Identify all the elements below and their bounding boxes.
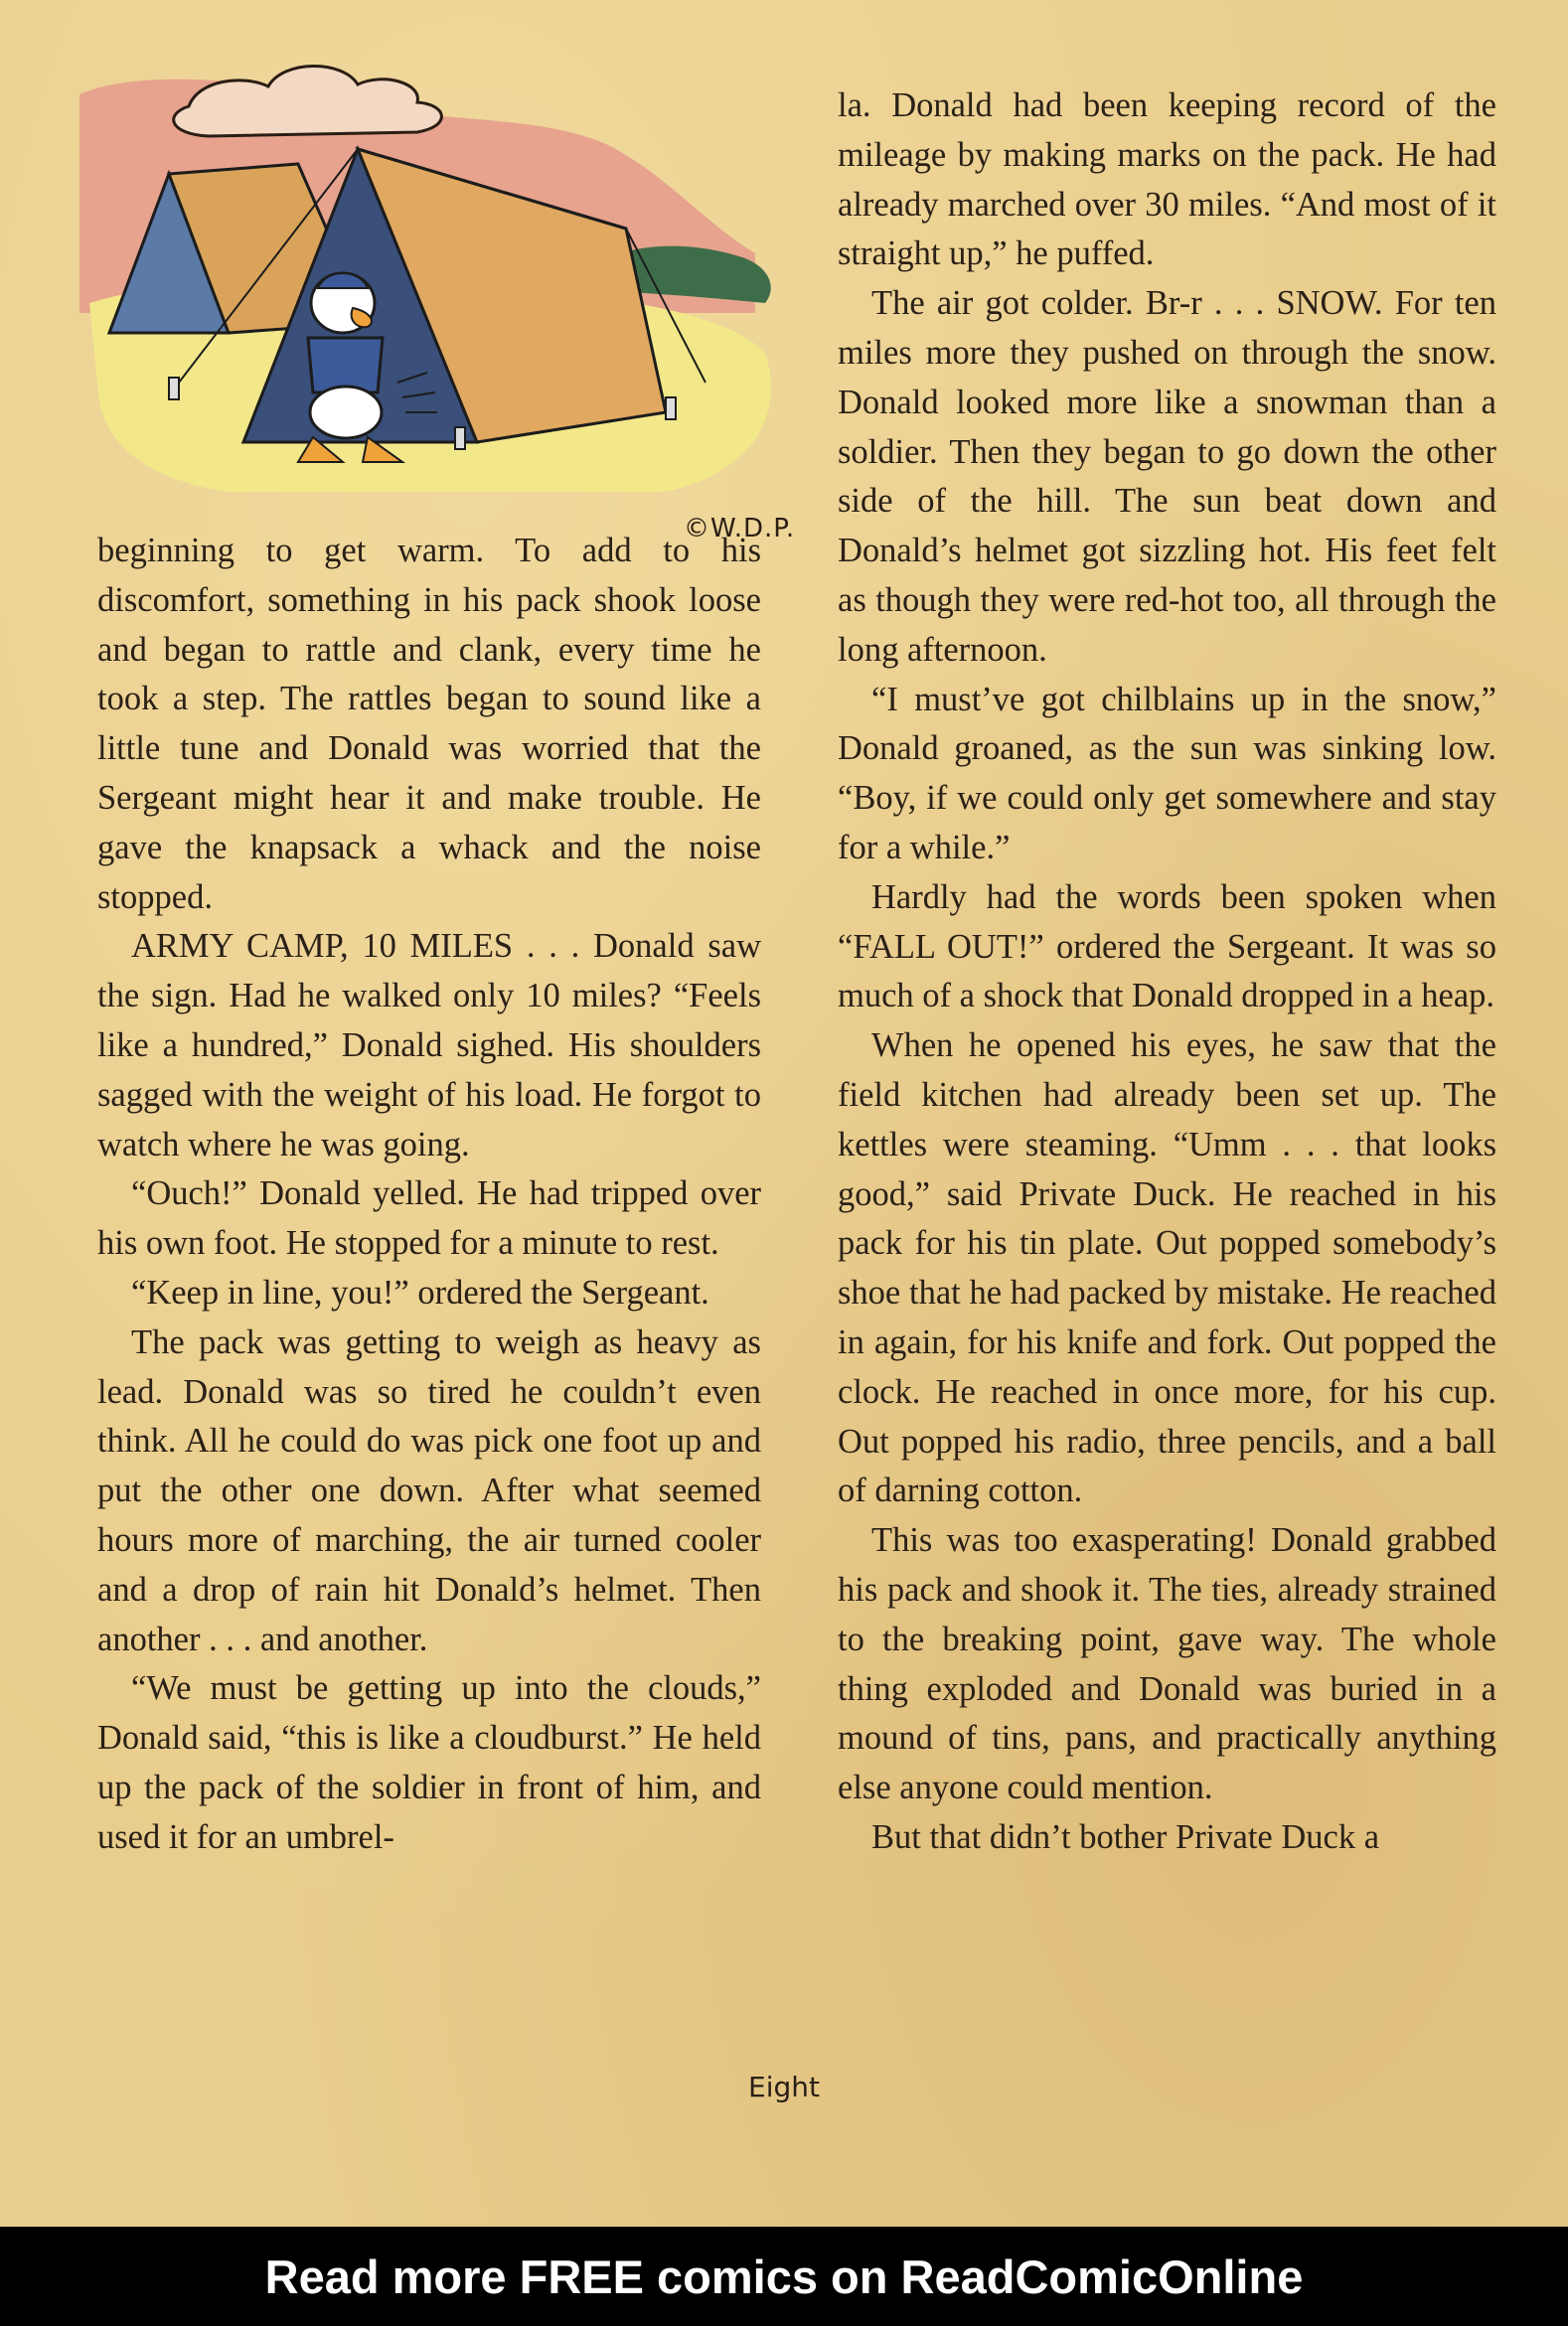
paragraph: When he opened his eyes, he saw that the field kitchen had already been set up. The kettles were steaming. “Umm . . . that looks good,” said Private Duck. He reached in his pack for his tin plate. Out popped somebody’s shoe that he had packed by mistake. He reached in again, for his knife and fork. Out popped the clock. He reached in once more, for his cup. Out popped his radio, three pencils, and a ball of darning cotton. (838, 1026, 1496, 1510)
paragraph: “We must be getting up into the clouds,” Donald said, “this is like a cloudburst.” He held up the pack of the soldier in front of him, and used it for an umbrel- (97, 1669, 761, 1856)
paragraph: “Keep in line, you!” ordered the Sergeant. (131, 1273, 709, 1312)
paragraph: “Ouch!” Donald yelled. He had tripped over his own foot. He stopped for a minute to rest. (97, 1174, 761, 1263)
footer-banner[interactable] (0, 2227, 1568, 2326)
paragraph: la. Donald had been keeping record of the mileage by making marks on the pack. He had already marched over 30 miles. “And most of it straight up,” he puffed. (838, 86, 1496, 273)
page-number: Eight (748, 2071, 820, 2103)
footer-banner-text[interactable]: Read more FREE comics on ReadComicOnline (264, 2249, 1304, 2303)
paragraph: This was too exasperating! Donald grabbed his pack and shook it. The ties, already strained to the breaking point, gave way. The whole thing exploded and Donald was buried in a mound of tins, pans, and practically anything else anyone could mention. (838, 1521, 1496, 1807)
tent-illustration (70, 55, 815, 543)
copyright-mark: ©W.D.P. (684, 514, 796, 543)
paragraph: The air got colder. Br-r . . . SNOW. For ten miles more they pushed on through the snow. Donald looked more like a snowman than a soldier. Then they began to go down the other side of the hill. The sun beat down and Donald’s helmet got sizzling hot. His feet felt as though they were red-hot too, all through the long afternoon. (838, 284, 1496, 669)
left-text-column (97, 527, 761, 2052)
paragraph: beginning to get warm. To add to his discomfort, something in his pack shook loose and began to rattle and clank, every time he took a step. The rattles began to sound like a little tune and Donald was worried that the Sergeant might hear it and make trouble. He gave the knapsack a whack and the noise stopped. (97, 532, 761, 916)
paragraph: “I must’ve got chilblains up in the snow,” Donald groaned, as the sun was sinking low. “Boy, if we could only get somewhere and stay for a while.” (838, 680, 1496, 866)
right-text-column (838, 81, 1496, 2059)
paragraph: The pack was getting to weigh as heavy as lead. Donald was so tired he couldn’t even think. All he could do was pick one foot up and put the other one down. After what seemed hours more of marching, the air turned cooler and a drop of rain hit Donald’s helmet. Then another . . . and another. (97, 1322, 761, 1658)
paragraph: Hardly had the words been spoken when “FALL OUT!” ordered the Sergeant. It was so much of a shock that Donald dropped in a heap. (838, 877, 1496, 1015)
paragraph: But that didn’t bother Private Duck a (871, 1817, 1380, 1856)
paragraph: ARMY CAMP, 10 MILES . . . Donald saw the sign. Had he walked only 10 miles? “Feels like a hundred,” Donald sighed. His shoulders sagged with the weight of his load. He forgot to watch where he was going. (97, 927, 761, 1163)
